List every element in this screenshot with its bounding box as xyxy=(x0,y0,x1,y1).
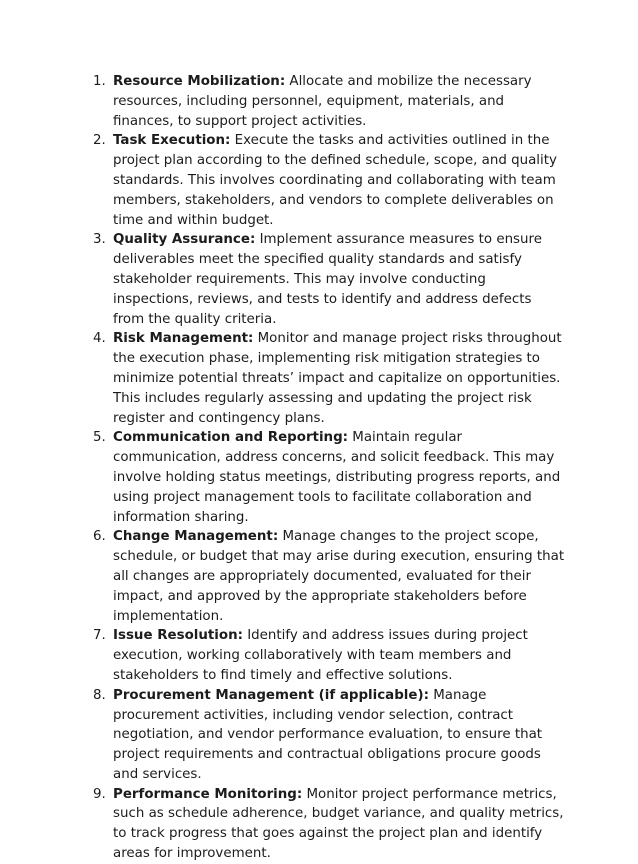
list-item xyxy=(0,428,638,527)
list-item-number: 1. xyxy=(93,74,106,89)
list-item-heading: Change Management: xyxy=(113,529,279,545)
list-item-number: 7. xyxy=(93,628,106,644)
list-item xyxy=(0,527,638,626)
list-item-text: Execute the tasks and activities outlined in the project plan according to the defined schedule, scope, and quality standards. This involves coordinating and collaborating with team members, stakeholders, and vendors to complete deliverables on time and within budget. xyxy=(113,133,557,228)
list-item xyxy=(0,785,638,864)
list-item-text: Manage changes to the project scope, schedule, or budget that may arise during execution, ensuring that all changes are appropriately documented, evaluated for their impact, and approved by the appropriate stakeholders before implementation. xyxy=(113,529,565,624)
list-item-heading: Communication and Reporting: xyxy=(113,430,349,446)
list-item-number: 3. xyxy=(93,232,106,248)
list-item-heading: Task Execution: xyxy=(113,133,231,149)
list-item-text: Implement assurance measures to ensure deliverables meet the specified quality standards and satisfy stakeholder requirements. This may involve conducting inspections, reviews, and tests to identify and address defects from the quality criteria. xyxy=(113,232,542,327)
list-item-number: 2. xyxy=(93,133,106,149)
list-item-text: Monitor and manage project risks throughout the execution phase, implementing risk mitigation strategies to minimize potential threats’ impact and capitalize on opportunities. This includes regularly assessing and updating the project risk register and contingency plans. xyxy=(113,331,562,426)
list-item-number: 6. xyxy=(93,529,106,545)
list-item-heading: Performance Monitoring: xyxy=(113,786,303,802)
execution-steps-list xyxy=(0,72,638,864)
list-item xyxy=(0,72,638,131)
list-item xyxy=(0,329,638,428)
list-item-text: Maintain regular communication, address concerns, and solicit feedback. This may involve holding status meetings, distributing progress reports, and using project management tools to facilitate collaboration and information sharing. xyxy=(113,430,561,525)
list-item-text: Identify and address issues during project execution, working collaboratively with team members and stakeholders to find timely and effective solutions. xyxy=(113,628,528,683)
list-item-heading: Quality Assurance: xyxy=(113,232,256,248)
list-item xyxy=(0,686,638,785)
list-item-heading: Risk Management: xyxy=(113,331,254,347)
list-item-heading: Resource Mobilization: xyxy=(113,74,286,89)
list-item-heading: Procurement Management (if applicable): xyxy=(113,687,429,703)
list-item-number: 4. xyxy=(93,331,106,347)
document-body xyxy=(0,72,638,864)
list-item-heading: Issue Resolution: xyxy=(113,628,243,644)
list-item xyxy=(0,626,638,685)
list-item-number: 9. xyxy=(93,786,106,802)
list-item-text: Allocate and mobilize the necessary resources, including personnel, equipment, materials, and finances, to support project activities. xyxy=(113,74,532,129)
list-item-number: 8. xyxy=(93,687,106,703)
list-item xyxy=(0,131,638,230)
list-item-text: Manage procurement activities, including vendor selection, contract negotiation, and vendor performance evaluation, to ensure that project requirements and contractual obligations procure goods and services. xyxy=(113,687,543,782)
list-item xyxy=(0,230,638,329)
list-item-text: Monitor project performance metrics, such as schedule adherence, budget variance, and quality metrics, to track progress that goes against the project plan and identify areas for improvement. xyxy=(113,786,564,862)
list-item-number: 5. xyxy=(93,430,106,446)
